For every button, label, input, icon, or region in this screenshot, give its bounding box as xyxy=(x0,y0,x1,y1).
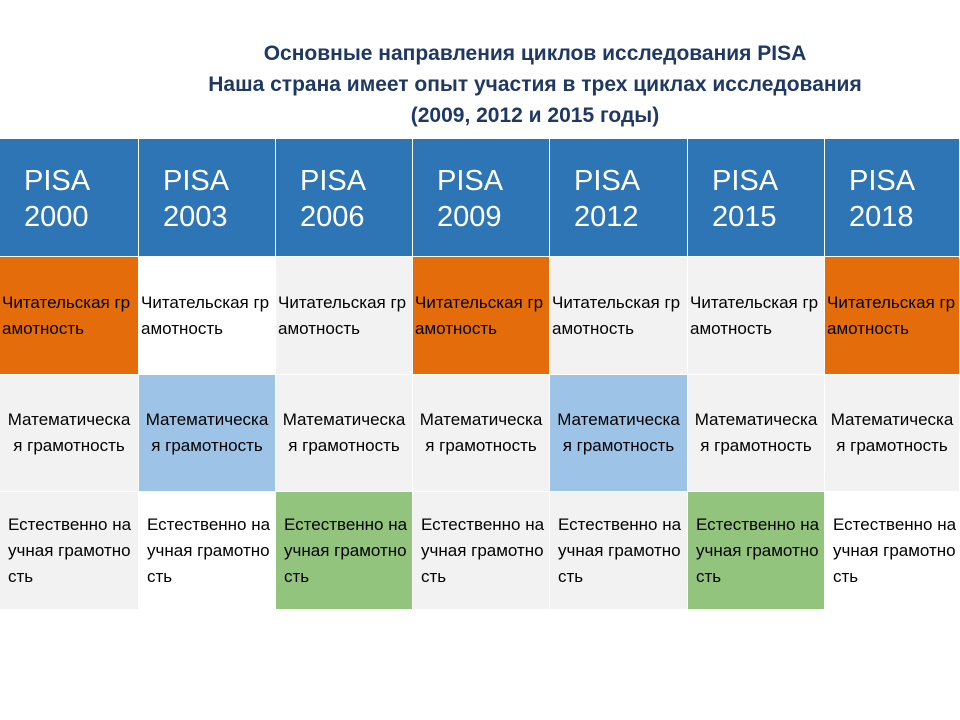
math-cell: Математическая грамотность xyxy=(688,375,825,492)
science-cell: Естественно научная грамотность xyxy=(825,492,960,610)
science-cell: Естественно научная грамотность xyxy=(139,492,276,610)
title-line-3: (2009, 2012 и 2015 годы) xyxy=(410,104,660,127)
math-cell: Математическая грамотность xyxy=(550,375,688,492)
math-cell: Математическая грамотность xyxy=(0,375,139,492)
reading-cell: Читательская грамотность xyxy=(825,257,960,375)
reading-cell: Читательская грамотность xyxy=(139,257,276,375)
science-cell: Естественно научная грамотность xyxy=(550,492,688,610)
slide-title xyxy=(110,38,960,131)
math-cell: Математическая грамотность xyxy=(413,375,550,492)
reading-cell: Читательская грамотность xyxy=(688,257,825,375)
science-cell: Естественно научная грамотность xyxy=(0,492,139,610)
pisa-cycles-table xyxy=(0,139,960,610)
header-cell: PISA 2006 xyxy=(276,139,413,257)
header-cell: PISA 2015 xyxy=(688,139,825,257)
science-cell: Естественно научная грамотность xyxy=(276,492,413,610)
science-cell: Естественно научная грамотность xyxy=(688,492,825,610)
header-cell: PISA 2012 xyxy=(550,139,688,257)
math-cell: Математическая грамотность xyxy=(825,375,960,492)
header-cell: PISA 2009 xyxy=(413,139,550,257)
title-line-2: Наша страна имеет опыт участия в трех циклах исследования xyxy=(208,73,862,96)
header-cell: PISA 2018 xyxy=(825,139,960,257)
science-cell: Естественно научная грамотность xyxy=(413,492,550,610)
title-line-1: Основные направления циклов исследования PISA xyxy=(263,42,807,65)
header-cell: PISA 2000 xyxy=(0,139,139,257)
header-cell: PISA 2003 xyxy=(139,139,276,257)
math-cell: Математическая грамотность xyxy=(276,375,413,492)
reading-cell: Читательская грамотность xyxy=(550,257,688,375)
reading-cell: Читательская грамотность xyxy=(0,257,139,375)
reading-cell: Читательская грамотность xyxy=(413,257,550,375)
math-cell: Математическая грамотность xyxy=(139,375,276,492)
reading-cell: Читательская грамотность xyxy=(276,257,413,375)
